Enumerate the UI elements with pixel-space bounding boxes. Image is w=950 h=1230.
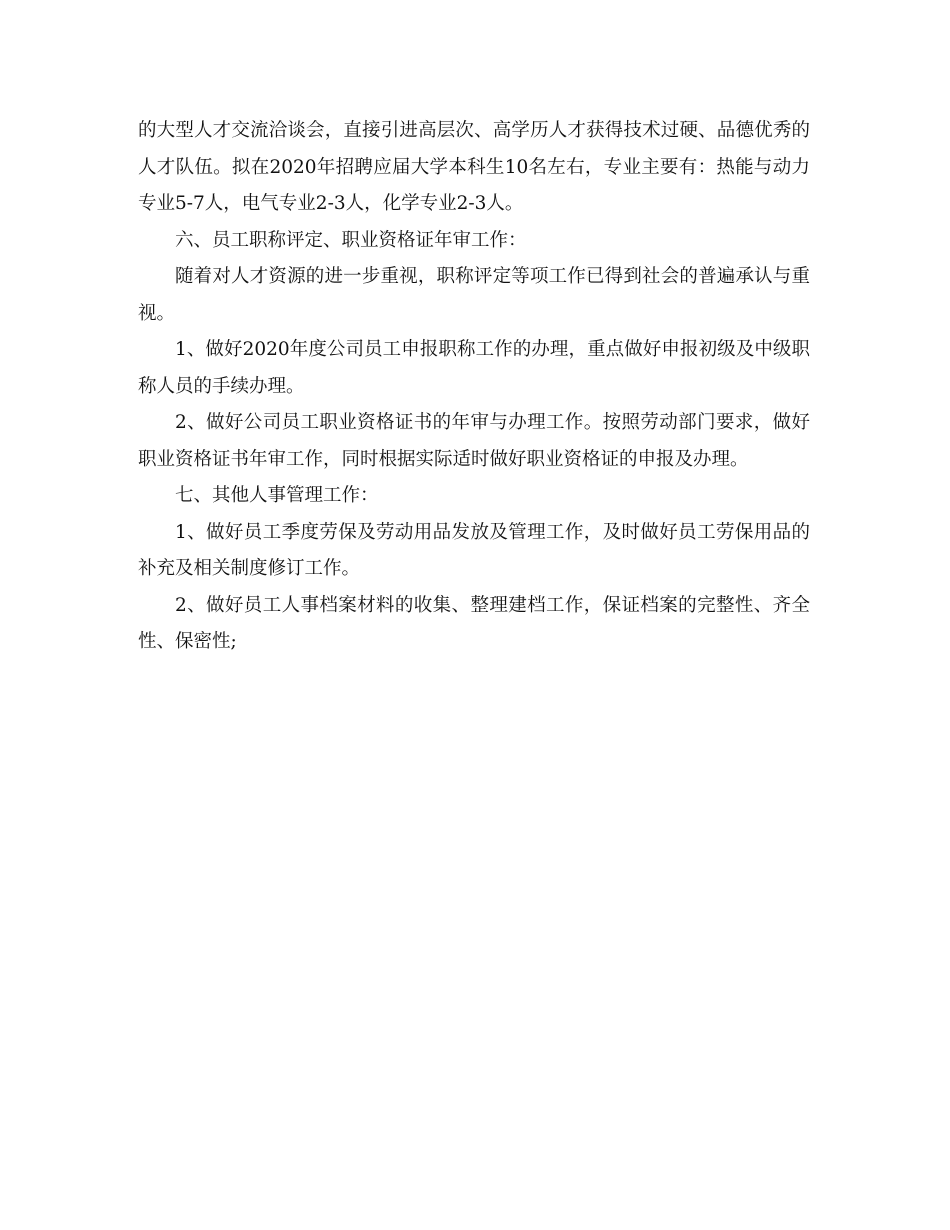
- list-item-title-application: 1、做好2020年度公司员工申报职称工作的办理，重点做好申报初级及中级职称人员的手续办理。: [138, 339, 810, 397]
- list-item-labor-protection: 1、做好员工季度劳保及劳动用品发放及管理工作，及时做好员工劳保用品的补充及相关制度修订工作。: [138, 521, 810, 579]
- list-item-personnel-archives: 2、做好员工人事档案材料的收集、整理建档工作，保证档案的完整性、齐全性、保密性;: [138, 594, 810, 652]
- list-item-certificate-review: 2、做好公司员工职业资格证书的年审与办理工作。按照劳动部门要求，做好职业资格证书年审工作，同时根据实际适时做好职业资格证的申报及办理。: [138, 412, 810, 470]
- paragraph-continuation: 的大型人才交流洽谈会，直接引进高层次、高学历人才获得技术过硬、品德优秀的人才队伍。拟在2020年招聘应届大学本科生10名左右，专业主要有：热能与动力专业5-7人，电气专业2-3人，化学专业2-3人。: [138, 120, 810, 214]
- section-heading-seven: 七、其他人事管理工作：: [175, 485, 379, 506]
- section-heading-six: 六、员工职称评定、职业资格证年审工作：: [175, 229, 527, 251]
- document-page: [138, 113, 810, 661]
- paragraph-intro: 随着对人才资源的进一步重视，职称评定等项工作已得到社会的普遍承认与重视。: [138, 266, 810, 324]
